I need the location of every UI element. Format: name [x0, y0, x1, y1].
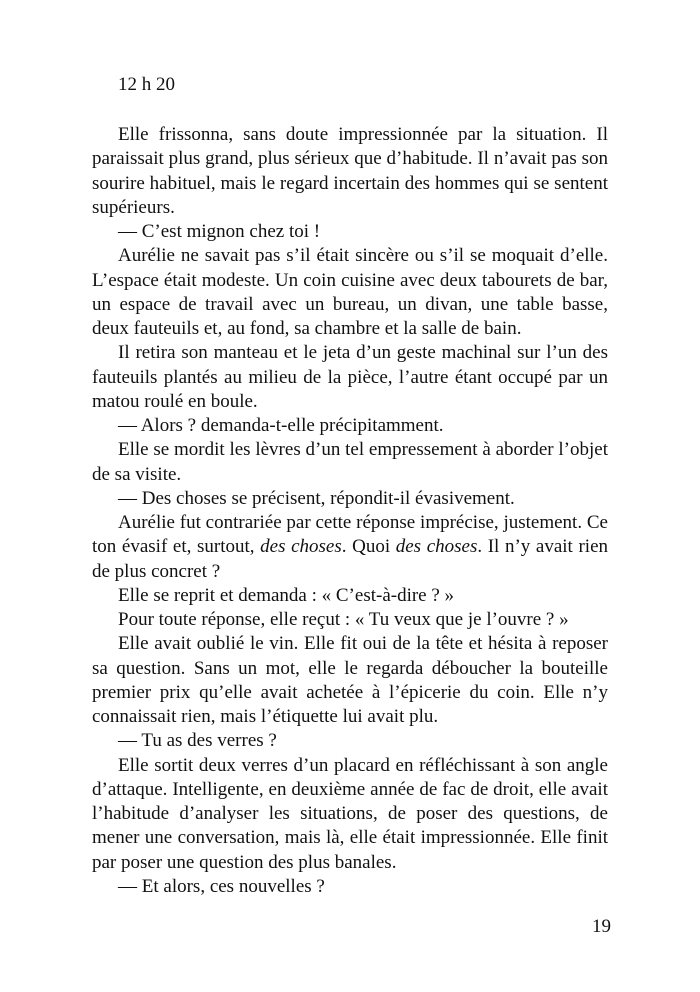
- dialogue-line: — Des choses se précisent, répondit-il évasivement.: [118, 487, 515, 509]
- paragraph: Pour toute réponse, elle reçut : « Tu veux que je l’ouvre ? »: [118, 609, 569, 630]
- paragraph: Aurélie ne savait pas s’il était sincère ou s’il se moquait d’elle. L’espace était modeste. Un coin cuisine avec deux tabourets de bar, un espace de travail avec un bureau, un divan, une table basse, deux fauteuils et, au fond, sa chambre et la salle de bain.: [92, 245, 608, 339]
- body-text: [92, 123, 608, 899]
- text-run: Aurélie fut contrariée par cette réponse imprécise, justement. Ce ton évasif et, surtout,: [92, 512, 608, 558]
- paragraph: Il retira son manteau et le jeta d’un geste machinal sur l’un des fauteuils plantés au milieu de la pièce, l’autre étant occupé par un matou roulé en boule.: [92, 342, 608, 412]
- text-run: . Quoi: [341, 536, 396, 558]
- paragraph: Elle sortit deux verres d’un placard en réfléchissant à son angle d’attaque. Intelligente, en deuxième année de fac de droit, elle avait l’habitude d’analyser les situations, de poser des questions, de mener une conversation, mais là, elle était impressionnée. Elle finit par poser une question des plus banales.: [92, 754, 608, 873]
- paragraph-with-emphasis: [92, 511, 608, 584]
- section-time-heading: 12 h 20: [118, 74, 175, 95]
- dialogue-line: — Et alors, ces nouvelles ?: [118, 875, 325, 897]
- italic-emphasis: des choses: [395, 536, 478, 558]
- text-run: . Il n’y avait rien de plus concret ?: [92, 536, 609, 582]
- dialogue-line: — Alors ? demanda-t-elle précipitamment.: [118, 415, 444, 436]
- paragraph: Elle frissonna, sans doute impressionnée par la situation. Il paraissait plus grand, plus sérieux que d’habitude. Il n’avait pas son sourire habituel, mais le regard incertain des hommes qui se sentent supérieurs.: [92, 124, 608, 218]
- dialogue-line: — C’est mignon chez toi !: [118, 221, 321, 242]
- dialogue-line: — Tu as des verres ?: [118, 730, 277, 752]
- paragraph: Elle se reprit et demanda : « C’est-à-dire ? »: [118, 584, 455, 606]
- italic-emphasis: des choses: [260, 536, 342, 558]
- paragraph: Elle se mordit les lèvres d’un tel empressement à aborder l’objet de sa visite.: [92, 439, 608, 485]
- page-number: 19: [592, 916, 611, 937]
- paragraph: Elle avait oublié le vin. Elle fit oui de la tête et hésita à reposer sa question. Sans un mot, elle le regarda déboucher la bouteille premier prix qu’elle avait achetée à l’épicerie du coin. Elle n’y connaissait rien, mais l’étiquette lui avait plu.: [92, 633, 608, 727]
